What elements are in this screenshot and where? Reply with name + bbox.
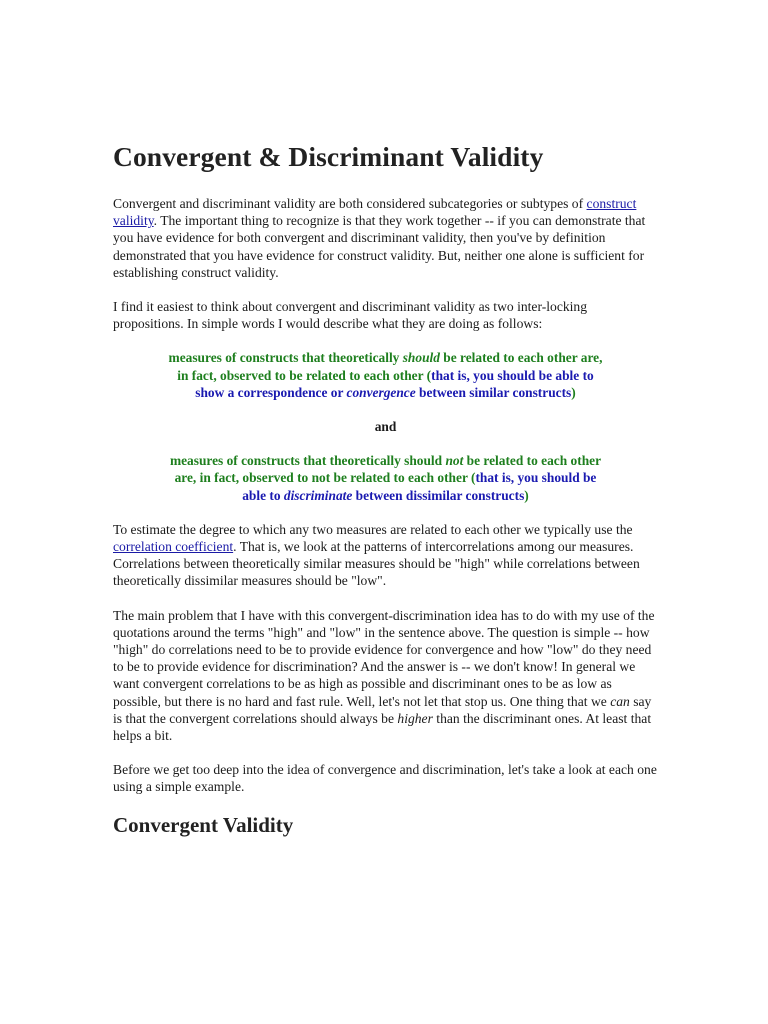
- prop1-emphasis-should: should: [402, 350, 440, 366]
- intro-text-2: . The important thing to recognize is that they work together -- if you can demonstrate that you have evidence for both convergent and discriminant validity, then you've by definition demonstrated that you have evidence for construct validity. But, neither one alone is sufficient for establishing construct validity.: [113, 213, 646, 280]
- document-page: [113, 140, 658, 838]
- discriminant-proposition: [166, 452, 606, 504]
- construct-validity-link[interactable]: construct validity: [113, 196, 637, 229]
- intro-text-1: Convergent and discriminant validity are both considered subcategories or subtypes of: [113, 196, 587, 211]
- prop2-emphasis-not: not: [445, 453, 464, 469]
- propositions-intro-paragraph: I find it easiest to think about convergent and discriminant validity as two inter-locking propositions. In simple words I would describe what they are doing as follows:: [113, 299, 588, 332]
- convergent-validity-heading: Convergent Validity: [113, 812, 294, 837]
- prop1-note-1: that is, you should be able to show a correspondence or: [195, 367, 594, 400]
- problem-paragraph: [113, 607, 658, 745]
- prop1-emphasis-convergence: convergence: [346, 384, 416, 400]
- correlation-coefficient-link[interactable]: correlation coefficient: [113, 539, 234, 555]
- para3-text-1: To estimate the degree to which any two measures are related to each other we typically use the: [113, 521, 633, 537]
- para4-emphasis-can: can: [610, 693, 630, 709]
- prop1-note-2: between similar constructs: [415, 384, 572, 400]
- para4-text-3: than the discriminant ones. At least that helps a bit.: [113, 710, 652, 744]
- page-title: Convergent & Discriminant Validity: [113, 141, 544, 172]
- prop2-text-2: be related to each other are, in fact, observed to not be related to each other (: [174, 453, 602, 486]
- para4-text-2: say is that the convergent correlations should always be: [113, 693, 652, 726]
- prop1-text-1: measures of constructs that theoretically: [168, 350, 403, 366]
- intro-paragraph: [113, 195, 658, 281]
- prop2-note-1: that is, you should be able to: [242, 470, 597, 503]
- para4-emphasis-higher: higher: [397, 710, 433, 726]
- prop2-emphasis-discriminate: discriminate: [283, 487, 353, 503]
- prop2-note-2: between dissimilar constructs: [352, 487, 525, 503]
- example-intro-paragraph: Before we get too deep into the idea of convergence and discrimination, let's take a look at each one using a simple example.: [113, 762, 657, 795]
- prop2-text-1: measures of constructs that theoretically should: [169, 453, 446, 469]
- and-connector: and: [374, 419, 397, 435]
- prop2-close-paren: ): [524, 487, 529, 503]
- correlation-paragraph: [113, 521, 658, 590]
- prop1-close-paren: ): [571, 384, 576, 400]
- para3-text-2: . That is, we look at the patterns of intercorrelations among our measures. Correlations between theoretically similar measures should be "high" while correlations between theoretically dissimilar measures should be "low".: [113, 539, 640, 589]
- para4-text-1: The main problem that I have with this convergent-discrimination idea has to do with my use of the quotations around the terms "high" and "low" in the sentence above. The question is simple -- how "high" do correlations need to be to provide evidence for convergence and how "low" do they need to be to provide evidence for discrimination? And the answer is -- we don't know! In general we want convergent correlations to be as high as possible and discriminant ones to be as low as possible, but there is no hard and fast rule. Well, let's not let that stop us. One thing that we: [113, 607, 655, 709]
- convergent-proposition: [166, 349, 606, 401]
- prop1-text-2: be related to each other are, in fact, observed to be related to each other (: [177, 350, 603, 383]
